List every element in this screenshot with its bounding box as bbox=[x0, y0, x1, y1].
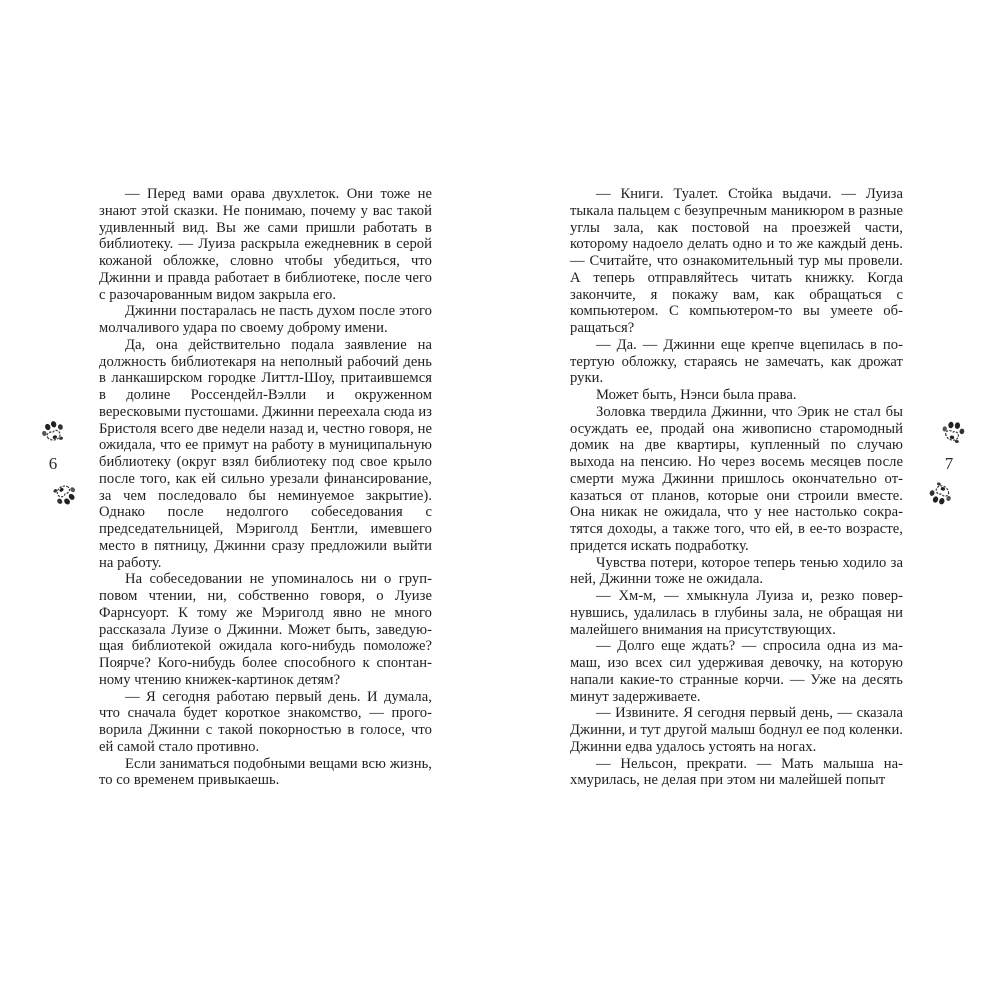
paragraph: — Да. — Джинни еще крепче вцепилась в потертую обложку, стараясь не замечать, как дрожат руки. bbox=[570, 336, 903, 387]
paragraph: На собеседовании не упоминалось ни о групповом чтении, ни, собственно говоря, о Луизе Фарнсуорт. К тому же Мэриголд явно не много рассказала Луизе о Джинни. Может быть, заведующая библиотекой ожидала кого-нибудь помоложе? Поярче? Кого-нибудь более способного к спонтанному чтению книжек-картинок детям? bbox=[99, 571, 432, 688]
right-page-text bbox=[570, 186, 903, 789]
paragraph: — Я сегодня работаю первый день. И думала, что сначала будет короткое знакомство, — проговорила Джинни с такой покорностью в голосе, что ей самой стало противно. bbox=[99, 688, 432, 755]
paragraph: Может быть, Нэнси была права. bbox=[596, 387, 797, 403]
left-folio bbox=[34, 420, 74, 506]
page-number: 7 bbox=[944, 454, 954, 473]
paragraph: Если заниматься подобными вещами всю жизнь, то со временем привыкаешь. bbox=[99, 755, 432, 789]
left-page-text bbox=[99, 186, 432, 789]
paw-print-icon bbox=[40, 420, 66, 444]
paragraph: Чувства потери, которое теперь тенью ходило за ней, Джинни тоже не ожидала. bbox=[570, 554, 903, 588]
paragraph: Золовка твердила Джинни, что Эрик не стал бы осуждать ее, продай она живописно старомодный домик на две квартиры, купленный по случаю выхода на пенсию. Но через восемь месяцев после смерти мужа Джинни пришлось окончательно отказаться от планов, которые они строили вместе. Она никак не ожидала, что у нее настолько сократятся доходы, а также того, что ей, в ее-то возрасте, придется искать подработку. bbox=[570, 403, 903, 554]
paw-print-icon bbox=[928, 482, 954, 506]
paragraph: — Извините. Я сегодня первый день, — сказала Джинни, и тут другой малыш боднул ее под коленки. Джинни едва удалось устоять на ногах. bbox=[570, 705, 903, 755]
paw-print-icon bbox=[52, 482, 78, 506]
paragraph: — Перед вами орава двухлеток. Они тоже не знают этой сказки. Не понимаю, почему у вас такой удивленный вид. Вы же сами пришли работать в библиотеку. — Луиза раскрыла ежедневник в серой кожаной обложке, словно чтобы убедиться, что Джинни и правда работает в библиотеке, после чего с разочарованным видом закрыла его. bbox=[99, 186, 432, 303]
paragraph: — Долго еще ждать? — спросила одна из мамаш, изо всех сил удерживая девочку, на которую напали какие-то странные корчи. — Уже на десять минут задерживаете. bbox=[570, 638, 903, 705]
paragraph: — Хм-м, — хмыкнула Луиза и, резко повернувшись, удалилась в глубины зала, не обращая ни малейшего внимания на присутствующих. bbox=[570, 588, 903, 638]
paragraph: Джинни постаралась не пасть духом после этого молчаливого удара по своему доброму имени. bbox=[99, 303, 432, 336]
page-number: 6 bbox=[48, 454, 58, 473]
right-folio bbox=[926, 420, 966, 506]
paragraph: — Нельсон, прекрати. — Мать малыша нахмурилась, не делая при этом ни малейшей попыт bbox=[570, 755, 903, 789]
paw-print-icon bbox=[940, 420, 966, 444]
right-page bbox=[500, 0, 1000, 1000]
paragraph: Да, она действительно подала заявление на должность библиотекаря на неполный рабочий день в ланкаширском городке Литтл-Шоу, притаившемся в долине Россендейл-Вэлли и окруженном вересковыми пустошами. Джинни переехала сюда из Бристоля всего две недели назад и, честно говоря, не ожидала, что ее примут на работу в муниципальную библиотеку (округ взял библиотеку под свое крыло после того, как ей сильно урезали финансирование, за чем последовало бы неминуемое закрытие). Однако после недолгого собеседования с председательницей, Мэриголд Бентли, имевшего место в пятницу, Джинни сразу предложили выйти на работу. bbox=[99, 336, 432, 571]
paragraph: — Книги. Туалет. Стойка выдачи. — Луиза тыкала пальцем с безупречным маникюром в разные углы зала, как постовой на проезжей части, которому надоело делать одно и то же каждый день. — Считайте, что ознакомительный тур мы провели. А теперь отправляйтесь читать книжку. Когда закончите, я покажу вам, как обращаться с компьютером. С компьютером-то вы умеете обращаться? bbox=[570, 186, 903, 336]
